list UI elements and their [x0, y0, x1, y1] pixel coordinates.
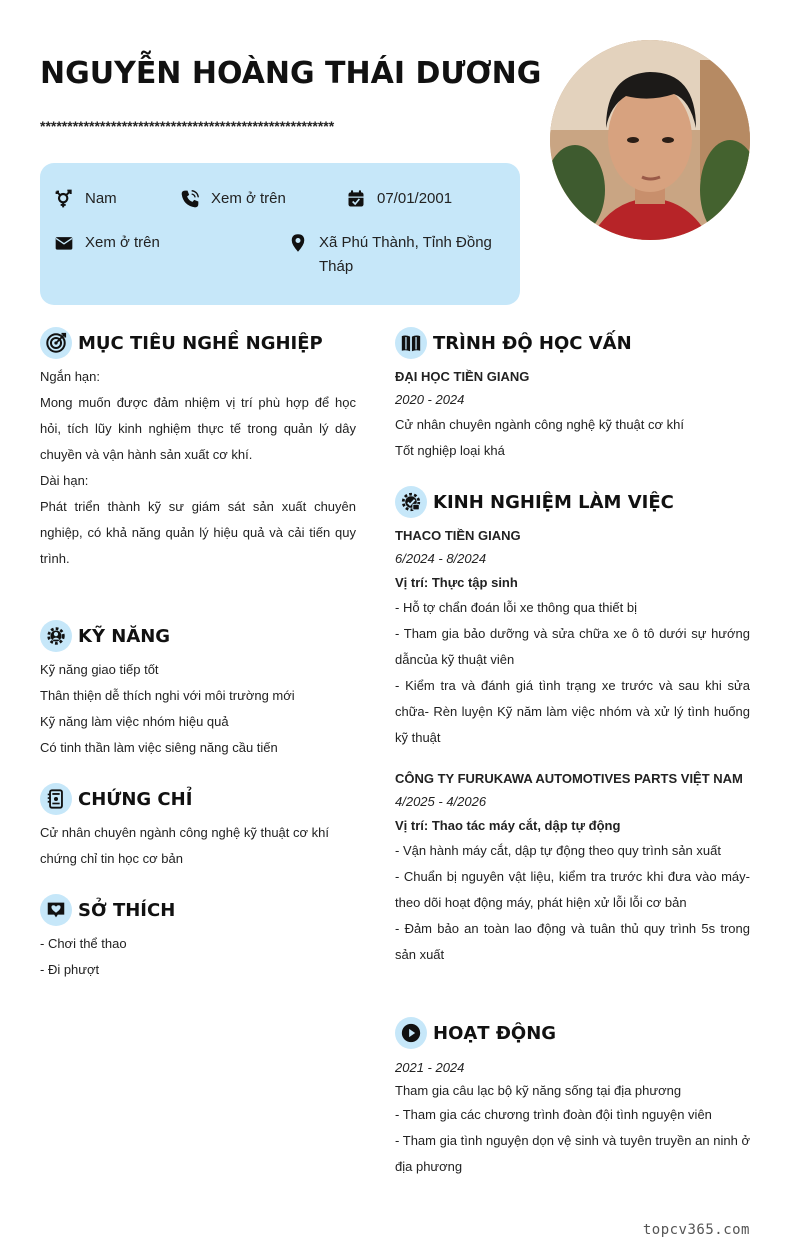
book-icon	[395, 327, 427, 359]
hobbies-heading: SỞ THÍCH	[40, 894, 175, 926]
gender-value: Nam	[85, 190, 117, 207]
email-value: Xem ở trên	[85, 234, 160, 251]
activities-period: 2021 - 2024	[395, 1060, 465, 1075]
list-item: chứng chỉ tin học cơ bản	[40, 851, 183, 866]
activities-content	[395, 1056, 750, 1180]
skills-gear-icon	[40, 620, 72, 652]
job-role: Vị trí: Thực tập sinh	[395, 575, 518, 590]
job-line: - Vận hành máy cắt, dập tự động theo quy trình sản xuất	[395, 843, 721, 858]
certificate-icon	[40, 783, 72, 815]
contact-box	[40, 163, 520, 305]
phone-icon	[180, 189, 200, 209]
activity-line: Tham gia câu lạc bộ kỹ năng sống tại địa phương	[395, 1083, 682, 1098]
list-item: Có tinh thần làm việc siêng năng cầu tiến	[40, 740, 278, 755]
location-pin-icon	[288, 233, 308, 253]
contact-gender	[54, 187, 117, 211]
watermark: topcv365.com	[642, 1222, 750, 1238]
list-item: - Đi phượt	[40, 962, 100, 977]
skills-list	[40, 657, 356, 761]
skills-heading: KỸ NĂNG	[40, 620, 170, 652]
contact-phone	[180, 187, 286, 211]
certificates-list	[40, 820, 356, 872]
job-line: - Chuẩn bị nguyên vật liệu, kiểm tra trước khi đưa vào máy- theo dõi hoạt động máy, phát hiện xử lỗi lỗi cơ bản	[395, 869, 750, 910]
objective-short-label: Ngắn hạn:	[40, 369, 100, 384]
candidate-name: NGUYỄN HOÀNG THÁI DƯƠNG	[40, 56, 542, 91]
header-subtitle: ******************************************************	[40, 118, 335, 134]
activities-heading: HOẠT ĐỘNG	[395, 1017, 556, 1049]
list-item: Cử nhân chuyên ngành công nghệ kỹ thuật cơ khí	[40, 825, 329, 840]
objective-heading: MỤC TIÊU NGHỀ NGHIỆP	[40, 327, 323, 359]
job-period: 4/2025 - 4/2026	[395, 794, 487, 809]
gender-icon	[54, 189, 74, 209]
job-line: - Hỗ tợ chẩn đoán lỗi xe thông qua thiết bị	[395, 600, 637, 615]
experience-heading: KINH NGHIỆM LÀM VIỆC	[395, 486, 674, 518]
job-line: - Kiểm tra và đánh giá tình trạng xe trước và sau khi sửa chữa- Rèn luyện Kỹ năm làm việc nhóm và xử lý tình huống kỹ thuật	[395, 678, 750, 745]
phone-value: Xem ở trên	[211, 190, 286, 207]
list-item: Kỹ năng làm việc nhóm hiệu quả	[40, 714, 229, 729]
education-content	[395, 366, 750, 464]
hobbies-list	[40, 931, 356, 983]
objective-long-label: Dài hạn:	[40, 473, 89, 488]
objective-short-text: Mong muốn được đảm nhiệm vị trí phù hợp để học hỏi, tích lũy kinh nghiệm thực tế trong quản lý dây chuyền và vận hành sản xuất cơ khí.	[40, 395, 356, 462]
education-line: Tốt nghiệp loại khá	[395, 443, 505, 458]
envelope-icon	[54, 233, 74, 253]
objective-content	[40, 364, 356, 572]
education-line: Cử nhân chuyên ngành công nghệ kỹ thuật cơ khí	[395, 417, 684, 432]
company-name: THACO TIỀN GIANG	[395, 528, 521, 543]
job-2	[395, 768, 750, 968]
job-line: - Tham gia bảo dưỡng và sửa chữa xe ô tô dưới sự hướng dẫncủa kỹ thuật viên	[395, 626, 750, 667]
list-item: - Chơi thể thao	[40, 936, 127, 951]
job-line: - Đảm bảo an toàn lao động và tuân thủ quy trình 5s trong sản xuất	[395, 921, 750, 962]
education-period: 2020 - 2024	[395, 392, 465, 407]
heart-chat-icon	[40, 894, 72, 926]
job-period: 6/2024 - 8/2024	[395, 551, 487, 566]
activity-line: - Tham gia tình nguyện dọn vệ sinh và tuyên truyền an ninh ở địa phương	[395, 1133, 750, 1174]
company-name: CÔNG TY FURUKAWA AUTOMOTIVES PARTS VIỆT NAM	[395, 771, 743, 786]
calendar-icon	[346, 189, 366, 209]
certificates-heading: CHỨNG CHỈ	[40, 783, 192, 815]
contact-email	[54, 231, 160, 255]
objective-long-text: Phát triển thành kỹ sư giám sát sản xuất chuyên nghiệp, có khả năng quản lý hiệu quả và cải tiến quy trình.	[40, 499, 356, 566]
address-value: Xã Phú Thành, Tỉnh Đồng Tháp	[319, 234, 492, 275]
contact-birthday	[346, 187, 452, 211]
badge-icon	[395, 486, 427, 518]
target-icon	[40, 327, 72, 359]
job-role: Vị trí: Thao tác máy cắt, dập tự động	[395, 818, 621, 833]
play-icon	[395, 1017, 427, 1049]
list-item: Kỹ năng giao tiếp tốt	[40, 662, 159, 677]
birthday-value: 07/01/2001	[377, 190, 453, 207]
job-1	[395, 525, 750, 751]
education-heading: TRÌNH ĐỘ HỌC VẤN	[395, 327, 632, 359]
contact-address	[288, 231, 500, 279]
list-item: Thân thiện dễ thích nghi với môi trường mới	[40, 688, 295, 703]
school-name: ĐẠI HỌC TIỀN GIANG	[395, 369, 530, 384]
profile-photo	[550, 40, 750, 240]
activity-line: - Tham gia các chương trình đoàn đội tình nguyện viên	[395, 1107, 712, 1122]
